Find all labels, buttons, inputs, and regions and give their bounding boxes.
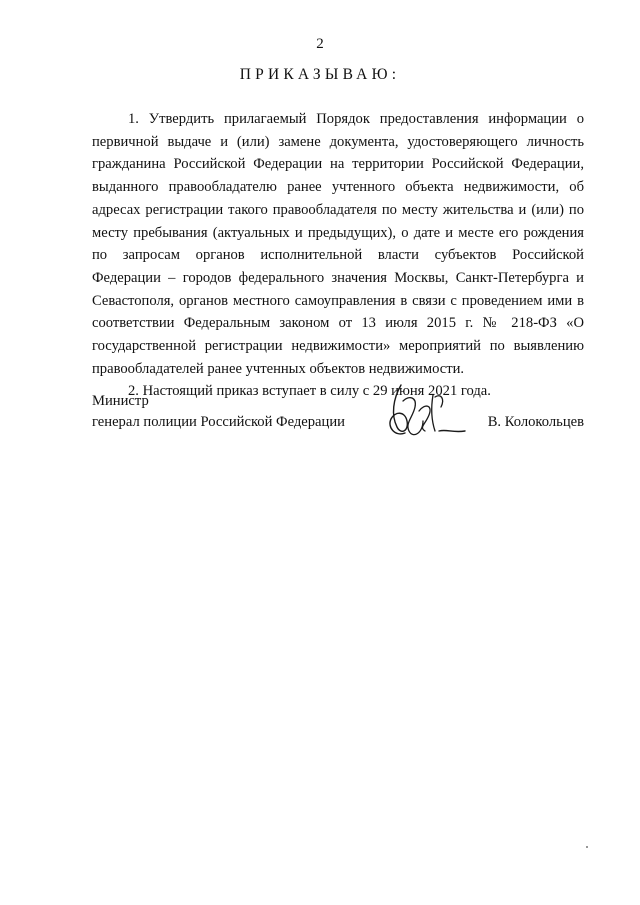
page-number: 2 <box>316 36 324 52</box>
order-item-2: 2. Настоящий приказ вступает в силу с 29 июня 2021 года. <box>128 383 491 400</box>
order-heading: ПРИКАЗЫВАЮ: <box>239 66 401 83</box>
order-body <box>92 108 584 403</box>
order-item-1: 1. Утвердить прилагаемый Порядок предоставления информации о первичной выдаче и (или) замене документа, удостоверяющего личность гражданина Российской Федерации на территории Российской Федерации, выданного правообладателю ранее учтенного объекта недвижимости, об адресах регистрации такого правообладателя по месту жительства и (или) по месту пребывания (актуальных и предыдущих), о дате и месте его рождения по запросам органов исполнительной власти субъектов Российской Федерации – городов федерального значения Москвы, Санкт-Петербурга и Севастополя, органов местного самоуправления в связи с проведением ими в соответствии Федеральным законом от 13 июля 2015 г. № 218-ФЗ «О государственной регистрации недвижимости» мероприятий по выявлению правообладателей ранее учтенных объектов недвижимости. <box>92 111 584 377</box>
signatory-title-line2: генерал полиции Российской Федерации <box>92 414 345 430</box>
scan-speck <box>586 846 588 848</box>
signature-block <box>92 393 584 453</box>
handwritten-signature-icon <box>379 381 469 445</box>
signatory-name: В. Колокольцев <box>487 414 584 430</box>
signatory-title-line1: Министр <box>92 393 149 409</box>
